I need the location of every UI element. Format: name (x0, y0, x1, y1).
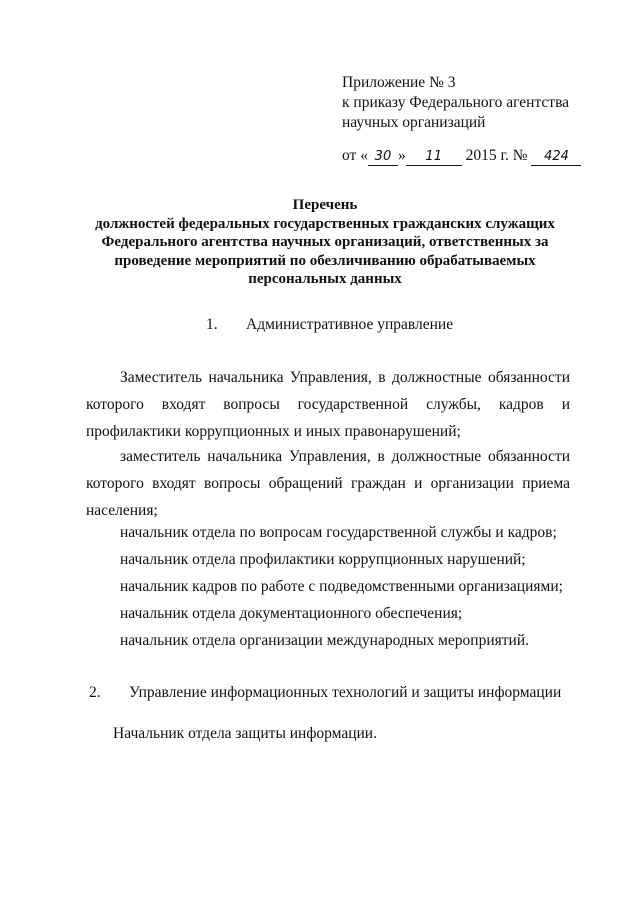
list-item: начальник отдела профилактики коррупционных нарушений; (120, 551, 526, 568)
year-text: 2015 г. № (465, 147, 528, 164)
handwritten-number: 424 (531, 149, 581, 166)
appendix-line: к приказу Федерального агентства (342, 94, 570, 111)
list-item: начальник отдела документационного обеспечения; (120, 605, 463, 622)
section-1-heading (206, 316, 453, 334)
title-line: персональных данных (248, 271, 402, 287)
document-title (60, 196, 590, 289)
handwritten-month: 11 (406, 149, 462, 166)
title-line: Федерального агентства научных организаций, ответственных за (101, 234, 549, 250)
appendix-line: Приложение № 3 (342, 74, 456, 91)
section-title: Административное управление (246, 316, 454, 333)
list-item: начальник кадров по работе с подведомственными организациями; (120, 578, 563, 595)
appendix-header (342, 73, 569, 133)
section-number: 1. (206, 316, 218, 333)
section-number: 2. (89, 684, 101, 701)
title-line: Перечень (292, 197, 358, 213)
list-item: Начальник отдела защиты информации. (113, 725, 377, 742)
section-2-heading (89, 684, 561, 702)
list-item: начальник отдела по вопросам государственной службы и кадров; (120, 524, 557, 541)
paragraph-deputy-1: Заместитель начальника Управления, в должностные обязанности которого входят вопросы государственной службы, кадров и профилактики коррупционных и иных правонарушений; (86, 369, 570, 440)
handwritten-day: 30 (368, 149, 398, 166)
date-prefix: от « (342, 147, 368, 164)
order-date-line: от « 30 » 11 2015 г. № 424 (342, 147, 581, 166)
paragraph-deputy-2: заместитель начальника Управления, в должностные обязанности которого входят вопросы обращений граждан и организации приема населения; (86, 448, 570, 519)
appendix-line: научных организаций (342, 114, 486, 131)
title-line: должностей федеральных государственных гражданских служащих (95, 215, 555, 232)
section-title: Управление информационных технологий и защиты информации (129, 684, 562, 701)
list-item: начальник отдела организации международных мероприятий. (120, 632, 530, 649)
title-line: проведение мероприятий по обезличиванию обрабатываемых (114, 252, 536, 269)
